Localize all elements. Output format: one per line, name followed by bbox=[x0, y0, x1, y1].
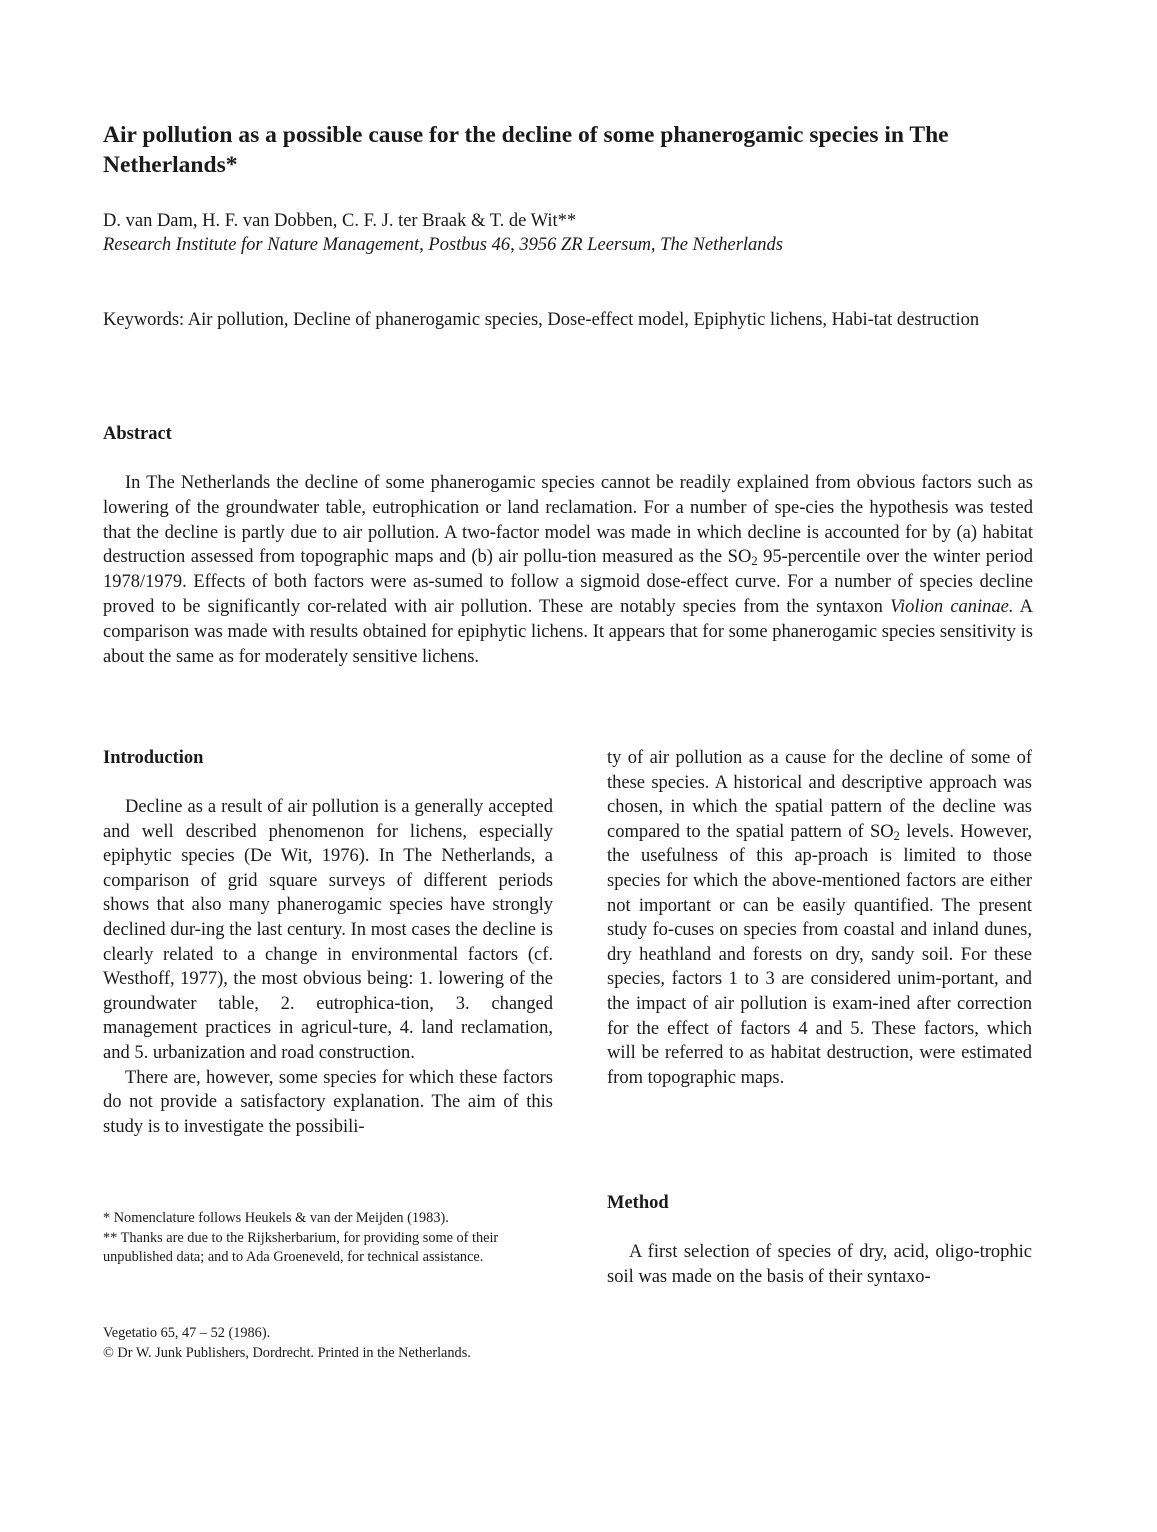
abstract-part-2: 95-percentile over the winter period 1978/1979. Effects of both factors were as-sumed to follow a sigmoid dose-effect curve. For a number of species decline proved to be significantly cor-related with air pollution. These are notably species from the syntaxon bbox=[103, 547, 1033, 617]
abstract-text bbox=[103, 471, 1033, 669]
journal-info bbox=[103, 1324, 623, 1363]
footnote-2: ** Thanks are due to the Rijksherbarium, for providing some of their unpublished data; and to Ada Groeneveld, for technical assistance. bbox=[103, 1229, 499, 1265]
journal-citation: Vegetatio 65, 47 – 52 (1986). bbox=[103, 1325, 271, 1341]
so2-subscript-2: 2 bbox=[893, 828, 900, 843]
keywords: Keywords: Air pollution, Decline of phanerogamic species, Dose-effect model, Epiphytic lichens, Habi-tat destruction bbox=[103, 310, 980, 330]
abstract-heading: Abstract bbox=[103, 424, 172, 444]
syntaxon-name: Violion caninae. bbox=[890, 596, 1014, 617]
introduction-right-column bbox=[607, 746, 1032, 1090]
method-heading: Method bbox=[607, 1193, 669, 1213]
continuation-part-2: levels. However, the usefulness of this ap-proach is limited to those species for which the above-mentioned factors are either not important or can be easily quantified. The present study fo-cuses on species from coastal and inland dunes, dry heathland and forests on dry, sandy soil. For these species, factors 1 to 3 are considered unim-portant, and the impact of air pollution is exam-ined after correction for the effect of factors 4 and 5. These factors, which will be referred to as habitat destruction, were estimated from topographic maps. bbox=[607, 821, 1032, 1088]
footnote-1: * Nomenclature follows Heukels & van der Meijden (1983). bbox=[103, 1210, 449, 1226]
abstract-part-1: In The Netherlands the decline of some phanerogamic species cannot be readily explained from obvious factors such as lowering of the groundwater table, eutrophication or land reclamation. For a number of spe-cies the hypothesis was tested that the decline is partly due to air pollution. A two-factor model was made in which decline is accounted for by (a) habitat destruction assessed from topographic maps and (b) air pollu-tion measured as the SO bbox=[103, 473, 1033, 568]
affiliation: Research Institute for Nature Management, Postbus 46, 3956 ZR Leersum, The Netherlands bbox=[103, 235, 783, 255]
method-column bbox=[607, 1240, 1032, 1289]
paper-title: Air pollution as a possible cause for the decline of some phanerogamic species in The Netherlands* bbox=[103, 122, 949, 178]
footnotes bbox=[103, 1209, 558, 1268]
continuation-part-1: ty of air pollution as a cause for the decline of some of these species. A historical and descriptive approach was chosen, in which the spatial pattern of the decline was compared to the spatial pattern of SO bbox=[607, 748, 1032, 842]
introduction-left-column bbox=[103, 795, 553, 1139]
author-list: D. van Dam, H. F. van Dobben, C. F. J. ter Braak & T. de Wit** bbox=[103, 211, 577, 231]
method-paragraph-1: A first selection of species of dry, acid, oligo-trophic soil was made on the basis of their syntaxo- bbox=[607, 1242, 1032, 1287]
introduction-paragraph-1: Decline as a result of air pollution is a generally accepted and well described phenomenon for lichens, especially epiphytic species (De Wit, 1976). In The Netherlands, a comparison of grid square surveys of different periods shows that also many phanerogamic species have strongly declined dur-ing the last century. In most cases the decline is clearly related to a change in environmental factors (cf. Westhoff, 1977), the most obvious being: 1. lowering of the groundwater table, 2. eutrophica-tion, 3. changed management practices in agricul-ture, 4. land reclamation, and 5. urbanization and road construction. bbox=[103, 797, 553, 1063]
journal-copyright: © Dr W. Junk Publishers, Dordrecht. Printed in the Netherlands. bbox=[103, 1344, 471, 1361]
so2-subscript: 2 bbox=[751, 554, 758, 569]
introduction-heading: Introduction bbox=[103, 748, 204, 768]
introduction-continuation bbox=[607, 746, 1032, 1090]
introduction-paragraph-2: There are, however, some species for which these factors do not provide a satisfactory explanation. The aim of this study is to investigate the possibili- bbox=[103, 1067, 553, 1137]
abstract-part-3: A comparison was made with results obtained for epiphytic lichens. It appears that for some phanerogamic species sensitivity is about the same as for moderately sensitive lichens. bbox=[103, 596, 1033, 667]
